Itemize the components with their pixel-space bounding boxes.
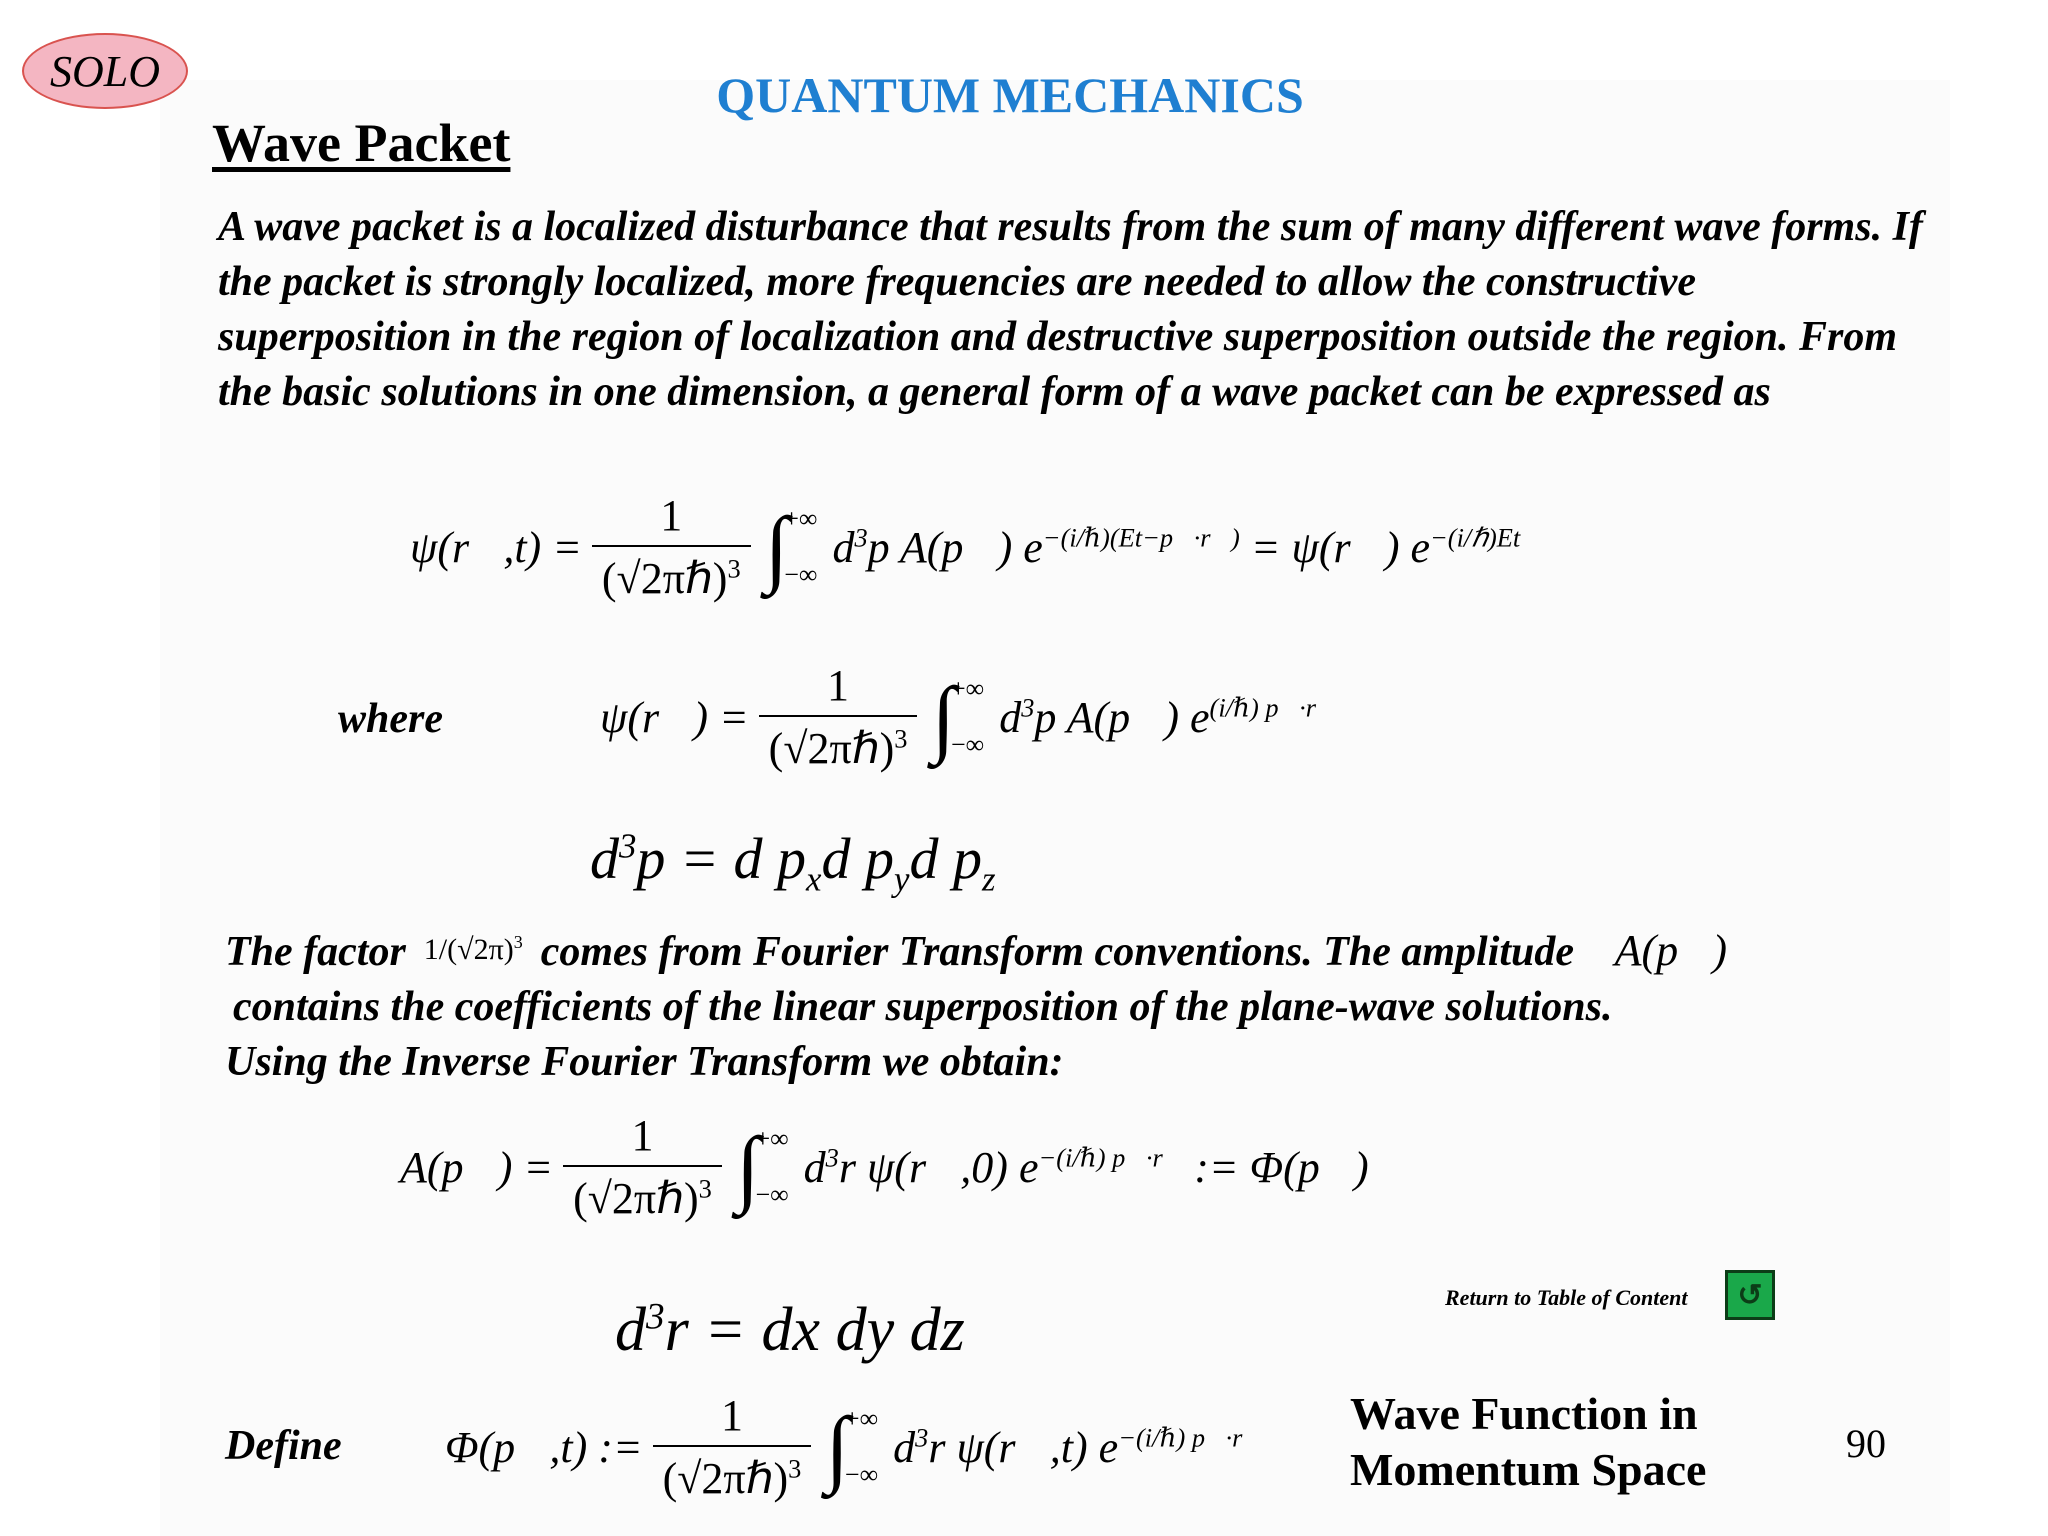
section-title: Wave Packet	[212, 113, 511, 173]
eq4-fraction: $\frac{1}{(√2\pi\hbar)^3}$	[563, 1110, 722, 1224]
eq6-lhs: Φ(p⃗,t) :=	[445, 1422, 643, 1472]
return-to-contents-link[interactable]: Return to Table of Content	[1445, 1285, 1688, 1310]
eq1-fraction	[592, 490, 751, 604]
eq1-body: $d^3p$ A(p⃗) $e^{-(i/\hbar)(Et-p⃗\cdot r⃗)}$ = ψ(r⃗) $e^{-(i/\hbar)Et}$	[821, 521, 1521, 572]
eq4-integral: ∫ +∞ −∞	[735, 1119, 789, 1215]
equation-wave-packet	[410, 490, 1520, 604]
eq2-fraction: $\frac{1}{(√2\pi\hbar)^3}$	[759, 660, 918, 774]
factor-line-3: Using the Inverse Fourier Transform we obtain:	[225, 1039, 1064, 1085]
factor-paragraph: The factor $1/(√2\pi)^3$ comes from Fourier Transform conventions. The amplitude A(p⃗) contains the coefficients of the linear superposition of the plane-wave solutions. Using the Inverse Fourier Transform we obtain:	[225, 915, 1905, 1090]
solo-logo: SOLO	[22, 33, 188, 109]
factor-expression: $1/(√2\pi)^3$	[416, 932, 523, 966]
eq2-integral: ∫ +∞ −∞	[931, 669, 985, 765]
equation-phi-definition	[445, 1390, 1263, 1504]
equation-psi-r	[600, 660, 1337, 774]
wave-function-momentum-heading: Wave Function in Momentum Space	[1350, 1388, 1707, 1495]
return-arrow-icon[interactable]: ↺	[1725, 1270, 1775, 1320]
eq2-lhs: ψ(r⃗) =	[600, 692, 749, 742]
equation-d3r: $d^3r$ = dx dy dz	[615, 1296, 965, 1364]
eq6-fraction: $\frac{1}{(√2\pi\hbar)^3}$	[653, 1390, 812, 1504]
eq6-body: $d^3r$ ψ(r⃗,t) $e^{-(i/\hbar) p⃗\cdot r⃗}$	[882, 1421, 1263, 1472]
eq6-integral: ∫ +∞ −∞	[825, 1399, 879, 1495]
eq1-denominator: (√2πℏ)$^3$	[592, 545, 751, 604]
define-label: Define	[225, 1423, 342, 1469]
equation-d3p: $d^3p = d$ $p_xd$ $p_yd$ $p_z$	[590, 826, 996, 899]
eq4-body: $d^3r$ ψ(r⃗,0) $e^{-(i/\hbar) p⃗\cdot r⃗}$ := Φ(p⃗)	[792, 1141, 1369, 1192]
intro-paragraph: A wave packet is a localized disturbance that results from the sum of many different wave forms. If the packet is strongly localized, more frequencies are needed to allow the constructive superposition in the region of localization and destructive superposition outside the region. From the basic solutions in one dimension, a general form of a wave packet can be expressed as	[218, 204, 1923, 415]
page-number: 90	[1846, 1421, 1886, 1466]
eq1-integral: ∫ +∞ −∞	[764, 499, 818, 595]
amplitude-expression: A(p⃗)	[1614, 926, 1727, 975]
eq1-lhs: ψ(r⃗,t) =	[410, 522, 582, 572]
where-label: where	[338, 696, 443, 742]
eq2-body: $d^3p$ A(p⃗) $e^{(i/\hbar) p⃗\cdot r⃗}$	[988, 691, 1337, 742]
eq4-lhs: A(p⃗) =	[400, 1142, 554, 1192]
eq1-numerator: 1	[660, 491, 683, 540]
course-title: QUANTUM MECHANICS	[716, 67, 1304, 123]
factor-line-2: contains the coefficients of the linear superposition of the plane-wave solutions.	[233, 984, 1613, 1030]
equation-amplitude	[400, 1110, 1369, 1224]
